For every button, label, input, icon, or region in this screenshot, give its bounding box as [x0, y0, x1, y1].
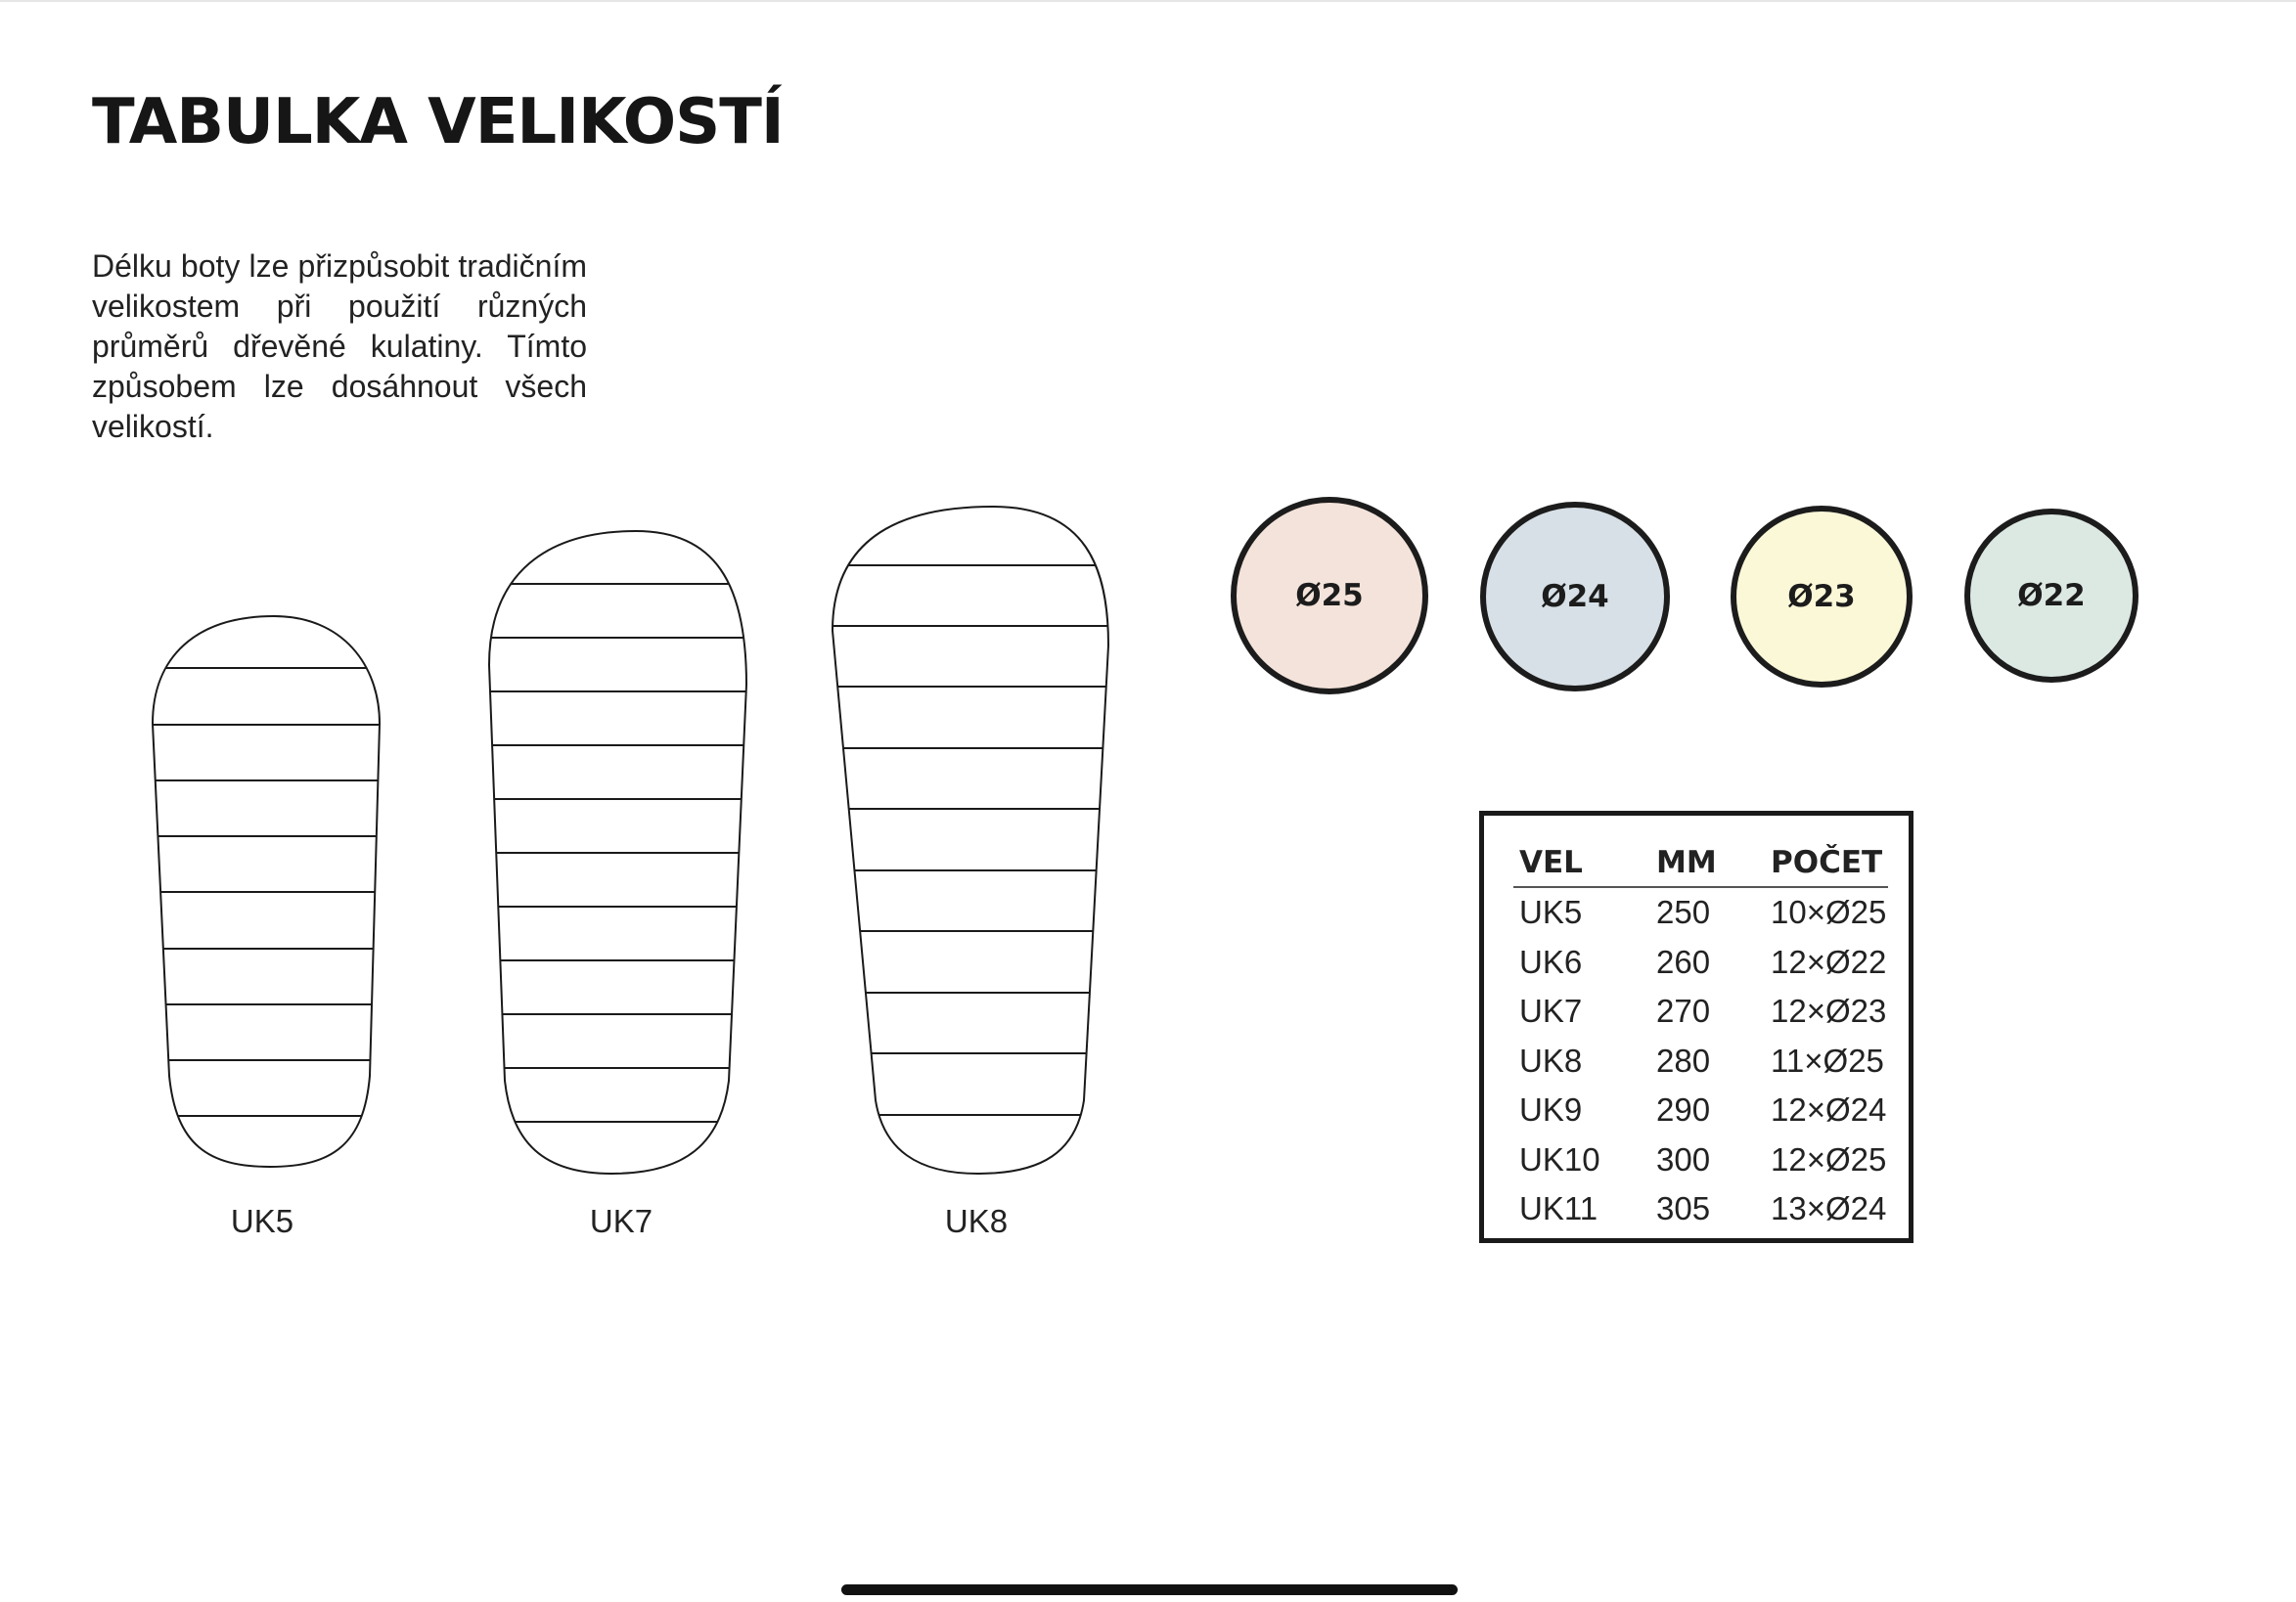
cell-size: UK8	[1519, 1042, 1583, 1079]
diameter-circle-24	[1480, 502, 1670, 691]
cell-mm: 250	[1656, 894, 1711, 931]
insole-uk7	[450, 531, 783, 1174]
cell-count: 12×Ø23	[1771, 993, 1887, 1030]
diameter-label: Ø22	[2017, 578, 2086, 613]
intro-paragraph: Délku boty lze přizpůsobit tradičním velikostem při použití různých průměrů dřevěné kulatiny. Tímto způsobem lze dosáhnout všech velikostí.	[92, 248, 587, 444]
column-header-mm: MM	[1656, 831, 1771, 887]
insole-uk8	[802, 507, 1135, 1174]
size-table-grid	[1513, 831, 1888, 1234]
cell-size: UK6	[1519, 943, 1583, 980]
page-title: TABULKA VELIKOSTÍ	[92, 86, 784, 158]
cell-size: UK7	[1519, 993, 1583, 1030]
cell-count: 10×Ø25	[1771, 894, 1887, 931]
diameter-circle-25	[1231, 497, 1428, 694]
table-row	[1513, 987, 1888, 1037]
table-row	[1513, 1037, 1888, 1087]
table-row	[1513, 938, 1888, 988]
diameter-circle-23	[1731, 506, 1913, 688]
cell-size: UK10	[1519, 1140, 1600, 1178]
diameter-label: Ø24	[1541, 579, 1609, 614]
cell-size: UK9	[1519, 1091, 1583, 1129]
cell-size: UK11	[1519, 1190, 1598, 1227]
cell-mm: 260	[1656, 943, 1711, 980]
diameter-label: Ø25	[1295, 578, 1364, 613]
shoe-label-uk8: UK8	[944, 1203, 1009, 1239]
cell-mm: 305	[1656, 1190, 1711, 1227]
diameter-label: Ø23	[1787, 579, 1856, 614]
shoe-label-uk5: UK5	[230, 1203, 294, 1239]
cell-size: UK5	[1519, 894, 1583, 931]
size-table	[1479, 811, 1913, 1243]
insole-uk5	[98, 616, 440, 1167]
cell-count: 12×Ø24	[1771, 1091, 1887, 1129]
cell-mm: 280	[1656, 1042, 1711, 1079]
cell-count: 13×Ø24	[1771, 1190, 1887, 1227]
cell-mm: 290	[1656, 1091, 1711, 1129]
column-header-pocet: POČET	[1771, 831, 1888, 887]
cell-count: 12×Ø22	[1771, 943, 1887, 980]
column-header-vel: VEL	[1513, 831, 1656, 887]
cell-mm: 270	[1656, 993, 1711, 1030]
diameter-circle-22	[1964, 509, 2138, 683]
table-row	[1513, 1184, 1888, 1234]
shoe-label-uk7: UK7	[589, 1203, 653, 1239]
table-row	[1513, 1135, 1888, 1185]
cell-count: 11×Ø25	[1771, 1042, 1884, 1079]
table-row	[1513, 1086, 1888, 1135]
cell-mm: 300	[1656, 1140, 1711, 1178]
home-indicator[interactable]	[841, 1584, 1458, 1595]
cell-count: 12×Ø25	[1771, 1140, 1887, 1178]
table-row	[1513, 887, 1888, 938]
table-header-row	[1513, 831, 1888, 887]
